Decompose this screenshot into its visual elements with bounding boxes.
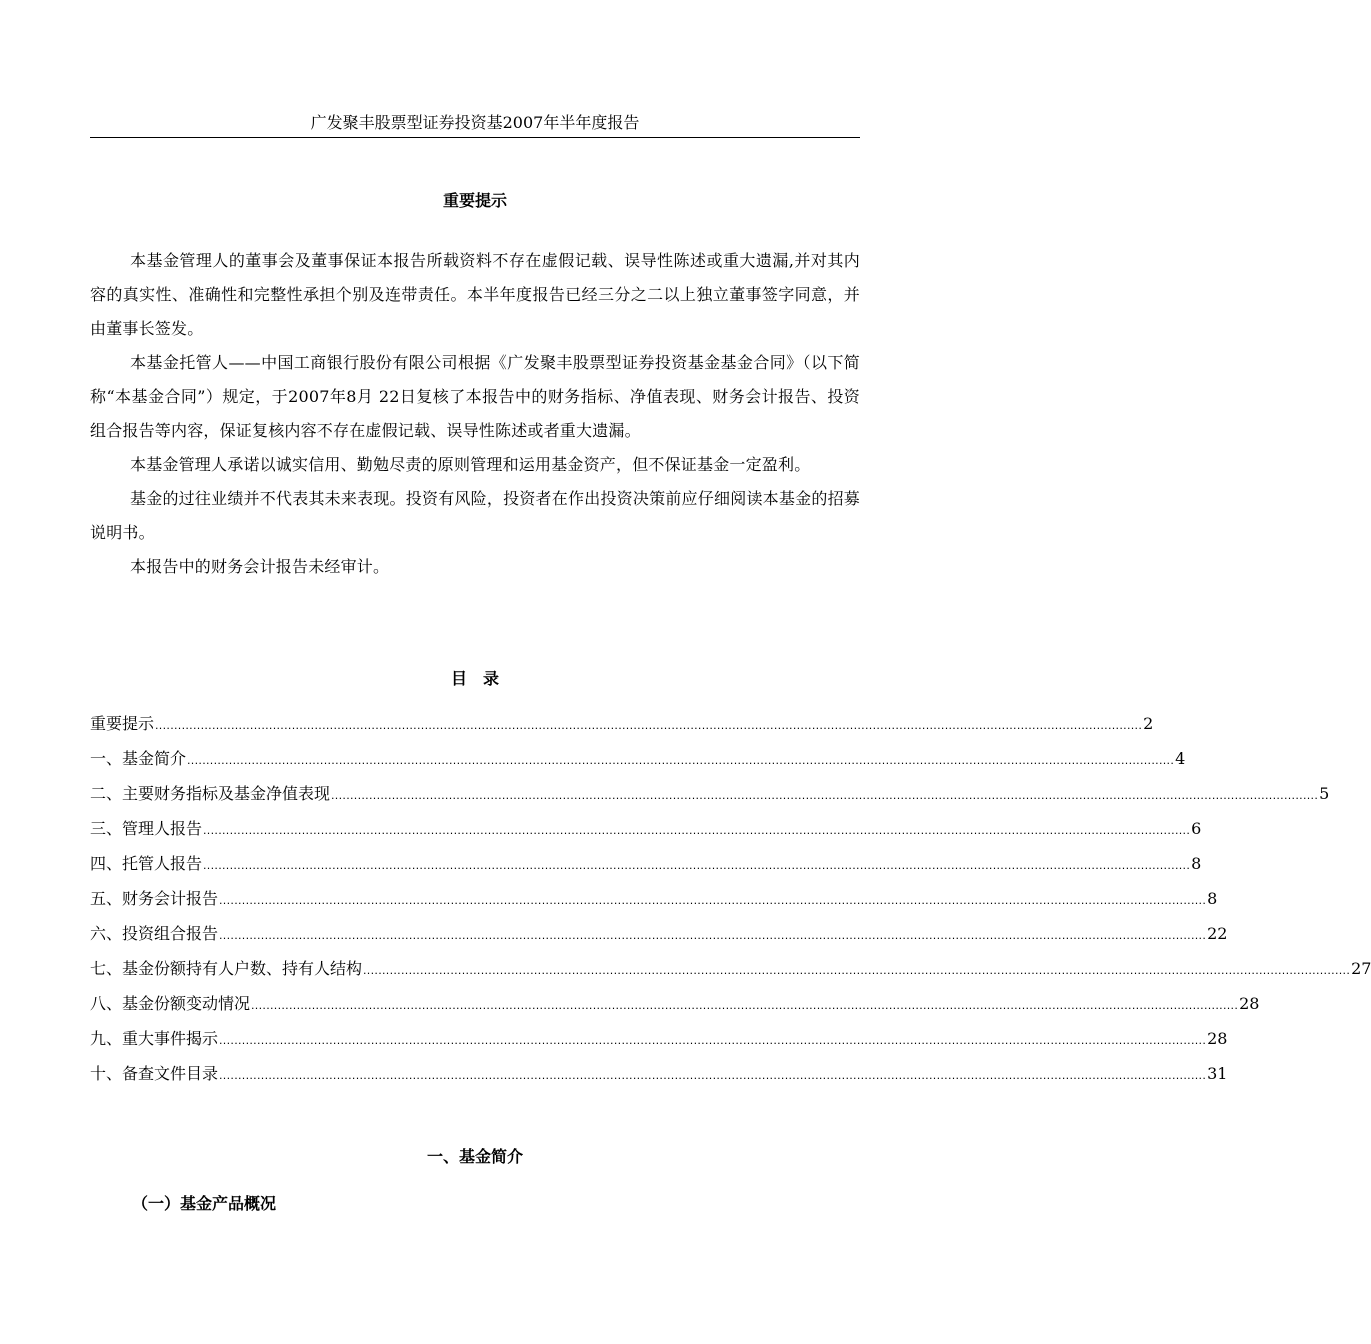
notice-body xyxy=(90,244,860,584)
toc-entry-label: 四、托管人报告 xyxy=(90,854,203,873)
toc-entry[interactable] xyxy=(90,1062,1228,1097)
toc-dot-leader: .................................................................................................................................................................................................................................................................... xyxy=(219,1069,1207,1082)
toc-entry-page: 22 xyxy=(1207,924,1228,943)
toc-entry-label: 三、管理人报告 xyxy=(90,819,203,838)
notice-heading: 重要提示 xyxy=(442,191,507,210)
toc-entry-label: 六、投资组合报告 xyxy=(90,924,219,943)
toc-entry-label: 七、基金份额持有人户数、持有人结构 xyxy=(90,959,363,978)
toc-entry[interactable] xyxy=(90,1027,1228,1062)
toc-entry-page: 4 xyxy=(1175,749,1186,768)
toc-entry-page: 2 xyxy=(1143,714,1154,733)
toc-entry[interactable] xyxy=(90,992,1260,1027)
header-rule xyxy=(90,137,860,138)
toc-entry-page: 28 xyxy=(1207,1029,1228,1048)
toc-entry[interactable] xyxy=(90,712,1154,747)
toc-entry[interactable] xyxy=(90,852,1202,887)
toc-entry-label: 二、主要财务指标及基金净值表现 xyxy=(90,784,331,803)
toc-entry-label: 一、基金简介 xyxy=(90,749,187,768)
toc-entry[interactable] xyxy=(90,957,1371,992)
toc-entry-page: 27 xyxy=(1351,959,1371,978)
notice-paragraph: 本基金管理人的董事会及董事保证本报告所载资料不存在虚假记载、误导性陈述或重大遗漏,并对其内容的真实性、准确性和完整性承担个别及连带责任。本半年度报告已经三分之二以上独立董事签字同意，并由董事长签发。 xyxy=(90,251,860,338)
toc-dot-leader: .................................................................................................................................................................................................................................................................... xyxy=(363,964,1351,977)
toc-dot-leader: .................................................................................................................................................................................................................................................................... xyxy=(219,929,1207,942)
toc-heading: 目 录 xyxy=(450,669,499,688)
running-header-title: 广发聚丰股票型证券投资基2007年半年度报告 xyxy=(310,113,640,132)
toc-dot-leader: .................................................................................................................................................................................................................................................................... xyxy=(251,999,1239,1012)
section-heading-fund-profile: 一、基金简介 xyxy=(426,1147,523,1166)
toc-dot-leader: .................................................................................................................................................................................................................................................................... xyxy=(187,754,1175,767)
toc-dot-leader: .................................................................................................................................................................................................................................................................... xyxy=(203,859,1191,872)
toc-entry-page: 5 xyxy=(1319,784,1330,803)
toc-entry-label: 五、财务会计报告 xyxy=(90,889,219,908)
toc-entry-label: 九、重大事件揭示 xyxy=(90,1029,219,1048)
toc-entry[interactable] xyxy=(90,782,1330,817)
notice-paragraph: 本基金托管人——中国工商银行股份有限公司根据《广发聚丰股票型证券投资基金基金合同》（以下简称“本基金合同”）规定，于2007年8月 22日复核了本报告中的财务指标、净值表现、财务会计报告、投资组合报告等内容，保证复核内容不存在虚假记载、误导性陈述或者重大遗漏。 xyxy=(90,353,860,440)
toc-entry-page: 8 xyxy=(1207,889,1218,908)
toc-entry-page: 6 xyxy=(1191,819,1202,838)
toc-dot-leader: .................................................................................................................................................................................................................................................................... xyxy=(155,719,1143,732)
table-of-contents xyxy=(90,712,1371,1097)
toc-entry[interactable] xyxy=(90,922,1228,957)
toc-entry-page: 31 xyxy=(1207,1064,1228,1083)
subsection-heading-product-overview: （一）基金产品概况 xyxy=(132,1194,277,1213)
toc-dot-leader: .................................................................................................................................................................................................................................................................... xyxy=(219,1034,1207,1047)
notice-paragraph: 本基金管理人承诺以诚实信用、勤勉尽责的原则管理和运用基金资产，但不保证基金一定盈利。 xyxy=(130,455,811,474)
toc-entry[interactable] xyxy=(90,817,1202,852)
toc-entry-page: 28 xyxy=(1239,994,1260,1013)
toc-entry-label: 重要提示 xyxy=(90,714,155,733)
toc-entry-page: 8 xyxy=(1191,854,1202,873)
toc-dot-leader: .................................................................................................................................................................................................................................................................... xyxy=(331,789,1319,802)
toc-entry[interactable] xyxy=(90,887,1218,922)
toc-dot-leader: .................................................................................................................................................................................................................................................................... xyxy=(203,824,1191,837)
toc-dot-leader: .................................................................................................................................................................................................................................................................... xyxy=(219,894,1207,907)
toc-entry[interactable] xyxy=(90,747,1186,782)
notice-paragraph: 基金的过往业绩并不代表其未来表现。投资有风险，投资者在作出投资决策前应仔细阅读本基金的招募说明书。 xyxy=(90,489,860,542)
toc-entry-label: 十、备查文件目录 xyxy=(90,1064,219,1083)
notice-paragraph: 本报告中的财务会计报告未经审计。 xyxy=(130,557,390,576)
toc-entry-label: 八、基金份额变动情况 xyxy=(90,994,251,1013)
